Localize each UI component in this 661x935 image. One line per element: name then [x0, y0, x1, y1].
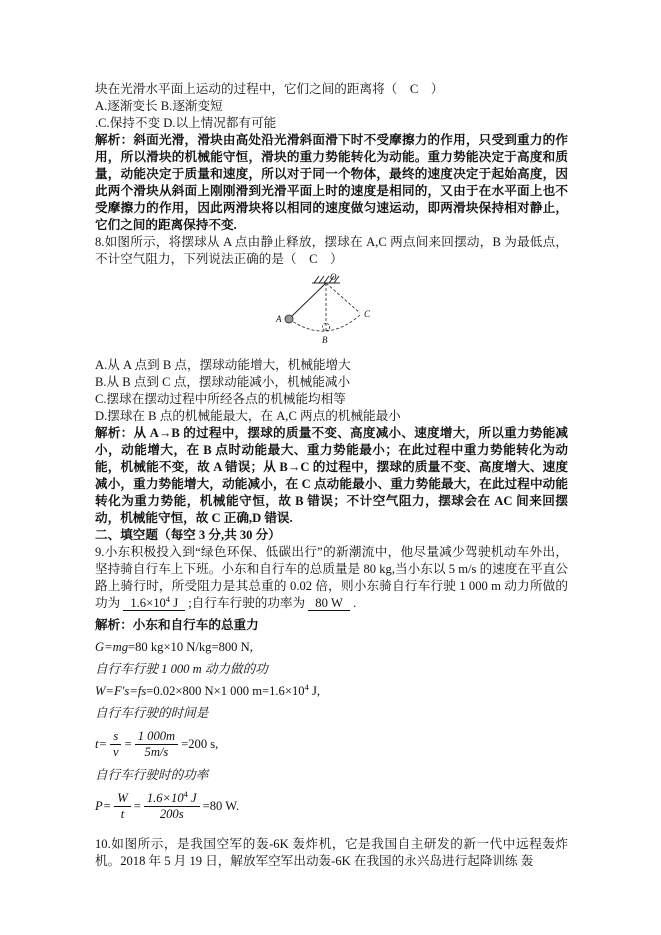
q9-stem-part2: ;自行车行驶的功率为 [188, 596, 306, 610]
fraction-s-over-v: $\frac{s}{v}$ [110, 729, 122, 760]
gravity-equation: G=mg=80 kg×10 N/kg=800 N, [95, 640, 253, 654]
q9-answer-blank-2: 80 W [308, 596, 350, 611]
time-equation: t= $\frac{s}{v}$ = $\frac{1 000m}{5m/s}$ =200 s, [95, 729, 219, 759]
q9-stem-part1: 9.小东积极投入到“绿色环保、低碳出行”的新潮流中，他尽量减少驾驶机动车外出，坚持骑自行车上下班。小东和自行车的总质量是 80 kg,当小东以 5 m/s 的速度在平直公路上骑行时，所受阻力是其总重的 0.02 倍，则小东骑自行车行驶 1 000 m 动力所做的功为 [95, 545, 568, 610]
q10-stem: 10.如图所示，是我国空军的轰-6K 轰炸机，它是我国自主研发的新一代中远程轰炸机。2018 年 5 月 19 日，解放军空军出动轰-6K 在我国的永兴岛进行起降训练 轰 [95, 837, 568, 868]
q7-options-cd: .C.保持不变 D.以上情况都有可能 [95, 116, 277, 130]
q9-stem-part3: . [353, 596, 357, 610]
power-caption: 自行车行驶时的功率 [95, 768, 209, 782]
q9-answer-blank-1: $1.6\times 10^4$ J [123, 596, 185, 611]
pendulum-svg [270, 271, 394, 349]
document-page [95, 81, 568, 870]
label-o: O [329, 272, 336, 282]
fraction-work-over-time: $\frac{1.6\times 10^4 J}{200s}$ [144, 791, 200, 822]
q8-option-a: A.从 A 点到 B 点，摆球动能增大，机械能增大 [95, 358, 351, 372]
time-caption: 自行车行驶的时间是 [95, 706, 209, 720]
label-b: B [321, 335, 327, 345]
q8-analysis: 解析：从 A→B 的过程中，摆球的质量不变、高度减小、速度增大，所以重力势能减小，动能增大，在 B 点时动能最大、重力势能最小；在此过程中重力势能转化为动能，机械能不变，故 A 错误；从 B→C 的过程中，摆球的质量不变、高度增大、速度减小，重力势能增大，动能减小，在 C 点动能最小、重力势能最大，在此过程中动能转化为重力势能，机械能守恒，故 B 错误；不计空气阻力，摆球会在 AC 间来回摆动，机械能守恒，故 C 正确,D 错误. [95, 426, 568, 525]
q8-option-b: B.从 B 点到 C 点，摆球动能减小，机械能减小 [95, 375, 351, 389]
q7-stem-tail: 块在光滑水平面上运动的过程中，它们之间的距离将（ C ） [95, 82, 444, 96]
power-equation: P= $\frac{W}{t}$ = $\frac{1.6\times 10^4 J}{200s}$ =80 W. [95, 788, 240, 821]
work-equation: W=F′s=fs=0.02×800 N×1 000 $m=1.6\times 10^4$ J, [95, 681, 321, 698]
work-caption: 自行车行驶 1 000 m 动力做的功 [95, 662, 268, 676]
swing-arc [289, 315, 360, 331]
label-c: C [363, 309, 370, 319]
q9-analysis-intro: 解析：小东和自行车的总重力 [95, 618, 259, 632]
fraction-w-over-t: $\frac{W}{t}$ [114, 791, 131, 822]
pendulum-diagram [270, 271, 394, 354]
q9-solution [95, 617, 568, 822]
q7-options-ab: A.逐渐变长 B.逐渐变短 [95, 99, 223, 113]
ball-at-a [285, 315, 293, 323]
label-a: A [275, 314, 281, 324]
q8-stem: 8.如图所示，将摆球从 A 点由静止释放，摆球在 A,C 两点间来回摆动，B 为最低点，不计空气阻力，下列说法正确的是（ C ） [95, 235, 568, 266]
section-heading: 二、填空题（每空 3 分,共 30 分） [95, 528, 281, 542]
q7-analysis: 解析：斜面光滑，滑块由高处沿光滑斜面滑下时不受摩擦力的作用，只受到重力的作用，所以滑块的机械能守恒，滑块的重力势能转化为动能。重力势能决定于高度和质量，动能决定于质量和速度，所以对于同一个物体，最终的速度决定于起始高度，因此两个滑块从斜面上刚刚滑到光滑平面上时的速度是相同的，又由于在水平面上也不受摩擦力的作用，因此两滑块将以相同的速度做匀速运动，即两滑块保持相对静止，它们之间的距离保持不变. [95, 133, 568, 232]
pendulum-rod [291, 283, 326, 317]
q8-option-d: D.摆球在 B 点的机械能最大，在 A,C 两点的机械能最小 [95, 409, 401, 423]
q9-stem [95, 544, 568, 612]
q8-option-c: C.摆球在摆动过程中所经各点的机械能均相等 [95, 392, 346, 406]
right-dashed-line [326, 283, 360, 313]
fraction-distance-over-speed: $\frac{1 000m}{5m/s}$ [135, 729, 178, 760]
